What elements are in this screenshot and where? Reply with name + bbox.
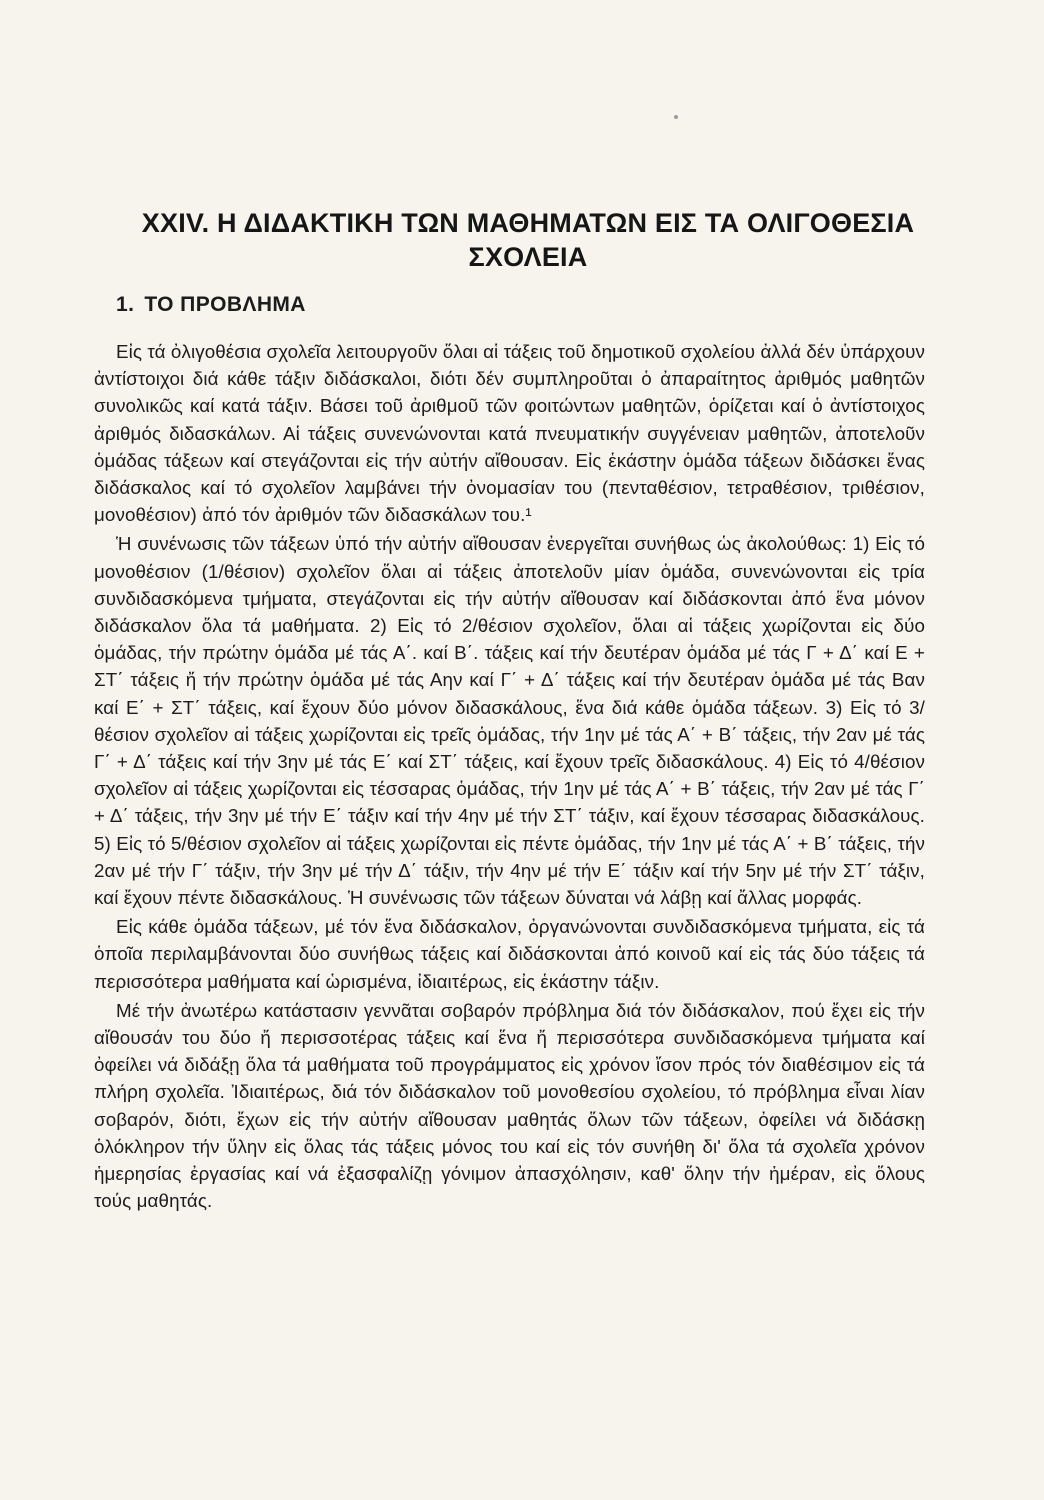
section-title: ΤΟ ΠΡΟΒΛΗΜΑ: [144, 293, 306, 316]
section-heading: [116, 292, 306, 318]
chapter-title: XXIV. Η ΔΙΔΑΚΤΙΚΗ ΤΩΝ ΜΑΘΗΜΑΤΩΝ ΕΙΣ ΤΑ ΟΛΙΓΟΘΕΣΙΑ ΣΧΟΛΕΙΑ: [141, 208, 915, 272]
paragraph: Ἡ συνένωσις τῶν τάξεων ὑπό τήν αὐτήν αἴθουσαν ἐνεργεῖται συνήθως ὡς ἀκολούθως: 1) Εἰς τό μονοθέσιον (1/θέσιον) σχολεῖον ὅλαι αἱ τάξεις ἀποτελοῦν μίαν ὁμάδα, συνενώνονται εἰς τρία συνδιδασκόμενα τμήματα, στεγάζονται εἰς τήν αὐτήν αἴθουσαν καί διδάσκονται ἀπό ἕνα μόνον διδάσκαλον ὅλα τά μαθήματα. 2) Εἰς τό 2/θέσιον σχολεῖον, ὅλαι αἱ τάξεις χωρίζονται εἰς δύο ὁμάδας, τήν πρώτην ὁμάδα μέ τάς Α΄. καί Β΄. τάξεις καί τήν δευτέραν ὁμάδα μέ τάς Γ + Δ΄ καί Ε + ΣΤ΄ τάξεις ἤ τήν πρώτην ὁμάδα μέ τάς Αην καί Γ΄ + Δ΄ τάξεις καί τήν δευτέραν ὁμάδα μέ τάς Βαν καί Ε΄ + ΣΤ΄ τάξεις, καί ἔχουν δύο μόνον διδασκάλους, ἕνα διά κάθε ὁμάδα τάξεων. 3) Εἰς τό 3/θέσιον σχολεῖον αἱ τάξεις χωρίζονται εἰς τρεῖς ὁμάδας, τήν 1ην μέ τάς Α΄ + Β΄ τάξεις, τήν 2αν μέ τάς Γ΄ + Δ΄ τάξεις καί τήν 3ην μέ τάς Ε΄ καί ΣΤ΄ τάξεις, καί ἔχουν τρεῖς διδασκάλους. 4) Εἰς τό 4/θέσιον σχολεῖον αἱ τάξεις χωρίζονται εἰς τέσσαρας ὁμάδας, τήν 1ην μέ τάς Α΄ + Β΄ τάξεις, τήν 2αν μέ τάς Γ΄ + Δ΄ τάξεις, τήν 3ην μέ τήν Ε΄ τάξιν καί τήν 4ην μέ τήν ΣΤ΄ τάξιν, καί ἔχουν τέσσαρας διδασκάλους. 5) Εἰς τό 5/θέσιον σχολεῖον αἱ τάξεις χωρίζονται εἰς πέντε ὁμάδας, τήν 1ην μέ τάς Α΄ + Β΄ τάξεις, τήν 2αν μέ τήν Γ΄ τάξιν, τήν 3ην μέ τήν Δ΄ τάξιν, τήν 4ην μέ τήν Ε΄ τάξιν καί τήν 5ην μέ τήν ΣΤ΄ τάξιν, καί ἔχουν πέντε διδασκάλους. Ἡ συνένωσις τῶν τάξεων δύναται νά λάβῃ καί ἄλλας μορφάς.: [94, 533, 925, 909]
page-speck: [674, 115, 678, 119]
paragraph: Εἰς κάθε ὁμάδα τάξεων, μέ τόν ἕνα διδάσκαλον, ὀργανώνονται συνδιδασκόμενα τμήματα, εἰς τά ὁποῖα περιλαμβάνονται δύο συνήθως τάξεις καί διδάσκονται ἀπό κοινοῦ καί εἰς τάς δύο τάξεις τά περισσότερα μαθήματα καί ὡρισμένα, ἰδιαιτέρως, εἰς ἑκάστην τάξιν.: [94, 916, 925, 992]
body-text: [94, 338, 925, 1217]
paragraph: Μέ τήν ἀνωτέρω κατάστασιν γεννᾶται σοβαρόν πρόβλημα διά τόν διδάσκαλον, πού ἔχει εἰς τήν αἴθουσάν του δύο ἤ περισσοτέρας τάξεις καί ἕνα ἤ περισσότερα συνδιδασκόμενα τμήματα καί ὀφείλει νά διδάξῃ ὅλα τά μαθήματα τοῦ προγράμματος εἰς χρόνον ἴσον πρός τόν διαθέσιμον εἰς τά πλήρη σχολεῖα. Ἰδιαιτέρως, διά τόν διδάσκαλον τοῦ μονοθεσίου σχολείου, τό πρόβλημα εἶναι λίαν σοβαρόν, διότι, ἔχων εἰς τήν αὐτήν αἴθουσαν μαθητάς ὅλων τῶν τάξεων, ὀφείλει νά διδάσκῃ ὁλόκληρον τήν ὕλην εἰς ὅλας τάς τάξεις μόνος του καί εἰς τόν συνήθη δι' ὅλα τά σχολεῖα χρόνον ἡμερησίας ἐργασίας καί νά ἐξασφαλίζῃ γόνιμον ἀπασχόλησιν, καθ' ὅλην τήν ἡμέραν, εἰς ὅλους τούς μαθητάς.: [94, 999, 925, 1212]
paragraph: Εἰς τά ὀλιγοθέσια σχολεῖα λειτουργοῦν ὅλαι αἱ τάξεις τοῦ δημοτικοῦ σχολείου ἀλλά δέν ὑπάρχουν ἀντίστοιχοι διά κάθε τάξιν διδάσκαλοι, διότι δέν συμπληροῦται ὁ ἀπαραίτητος ἀριθμός μαθητῶν συνολικῶς καί κατά τάξιν. Βάσει τοῦ ἀριθμοῦ τῶν φοιτώντων μαθητῶν, ὁρίζεται καί ὁ ἀντίστοιχος ἀριθμός διδασκάλων. Αἱ τάξεις συνενώνονται κατά πνευματικήν συγγένειαν μαθητῶν, ἀποτελοῦν ὁμάδας τάξεων καί στεγάζονται εἰς τήν αὐτήν αἴθουσαν. Εἰς ἑκάστην ὁμάδα τάξεων διδάσκει ἕνας διδάσκαλος καί τό σχολεῖον λαμβάνει τήν ὀνομασίαν του (πενταθέσιον, τετραθέσιον, τριθέσιον, μονοθέσιον) ἀπό τόν ἀριθμόν τῶν διδασκάλων του.¹: [94, 341, 925, 526]
section-number: 1.: [116, 293, 135, 316]
